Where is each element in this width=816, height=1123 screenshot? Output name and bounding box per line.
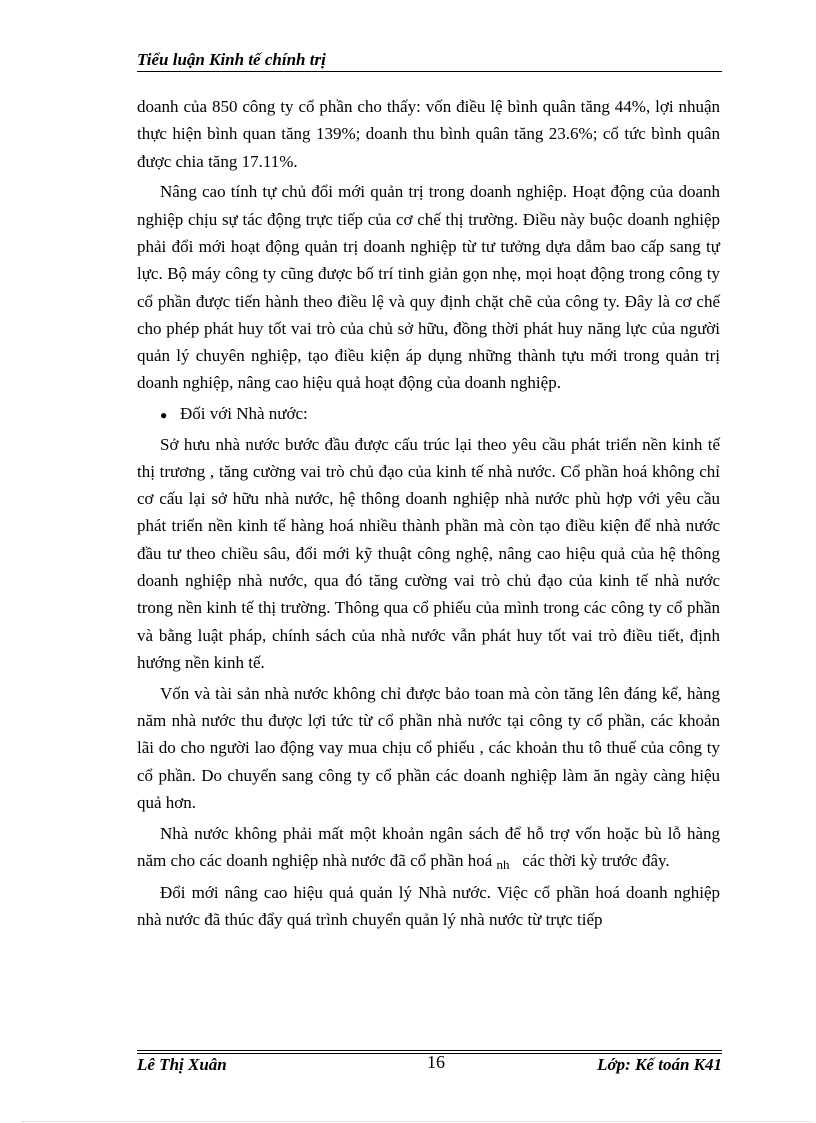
paragraph-4: Vốn và tài sản nhà nước không chỉ được bảo toan mà còn tăng lên đáng kể, hàng năm nhà nước thu được lợi tức từ cổ phần nhà nước tại công ty cổ phần, các khoản lãi do cho người lao động vay mua chịu cổ phiếu , các khoản thu tô thuế của công ty cổ phần. Do chuyển sang công ty cổ phần các doanh nghiệp làm ăn ngày càng hiệu quả hơn. [137,683,720,812]
footer-class: Lớp: Kế toán K41 [597,1055,722,1074]
body-text [137,93,720,937]
page-number: 16 [427,1052,445,1072]
paragraph-5 [137,820,720,876]
paragraph-1: doanh của 850 công ty cổ phần cho thấy: vốn điều lệ bình quân tăng 44%, lợi nhuận thực hiện bình quan tăng 139%; doanh thu bình quân tăng 23.6%; cổ tức bình quân được chia tăng 17.11%. [137,97,720,171]
bullet-icon: ● [160,408,168,423]
header-divider [137,71,722,72]
bullet-label: Đối với Nhà nước: [180,404,308,424]
paragraph-5-part-a: Nhà nước không phải mất một khoản ngân sách để hỗ trợ vốn hoặc bù lỗ hàng năm cho các doanh nghiệp nhà nước đã cổ phần hoá [137,823,720,871]
paragraph-6: Đổi mới nâng cao hiệu quả quản lý Nhà nước. Việc cổ phần hoá doanh nghiệp nhà nước đã thúc đẩy quá trình chuyển quản lý nhà nước từ trực tiếp [137,882,720,930]
page-boundary-line [22,1121,812,1122]
footer-author: Lê Thị Xuân [137,1055,227,1074]
page-header-title: Tiểu luận Kinh tế chính trị [137,50,326,69]
paragraph-3: Sở hưu nhà nước bước đầu được cấu trúc lại theo yêu cầu phát triển nền kinh tế thị trương , tăng cường vai trò chủ đạo của kinh tế nhà nước. Cổ phần hoá không chỉ cơ cấu lại sở hữu nhà nước, hệ thông doanh nghiệp nhà nước phù hợp với yêu cầu phát triển nền kinh tế hàng hoá nhiều thành phần mà còn tạo điều kiện để nhà nước đầu tư theo chiều sâu, đổi mới kỹ thuật công nghệ, nâng cao hiệu quả của hệ thông doanh nghiệp nhà nước, qua đó tăng cường vai trò chủ đạo của kinh tế nhà nước trong nền kinh tế thị trường. Thông qua cổ phiếu của mình trong các công ty cổ phần và bằng luật pháp, chính sách của nhà nước vẫn phát huy tốt vai trò điều tiết, định hướng nền kinh tế. [137,434,720,672]
paragraph-5-fragment: nh [496,857,510,873]
bullet-item [137,400,720,429]
paragraph-5-part-b: các thời kỳ trước đây. [522,851,670,871]
page-footer [137,1053,722,1077]
paragraph-2: Nâng cao tính tự chủ đổi mới quản trị trong doanh nghiệp. Hoạt động của doanh nghiệp chịu sự tác động trực tiếp của cơ chế thị trường. Điều này buộc doanh nghiệp phải đổi mới hoạt động quản trị doanh nghiệp từ tư tưởng dựa dẫm bao cấp sang tự lực. Bộ máy công ty cũng được bố trí tinh giản gọn nhẹ, mọi hoạt động trong công ty cổ phần được tiến hành theo điều lệ và quy định chặt chẽ của công ty. Đây là cơ chế cho phép phát huy tốt vai trò của chủ sở hữu, đồng thời phát huy năng lực của người quản lý chuyên nghiệp, tạo điều kiện áp dụng những thành tựu mới trong quản trị doanh nghiệp, nâng cao hiệu quả hoạt động của doanh nghiệp. [137,182,720,393]
